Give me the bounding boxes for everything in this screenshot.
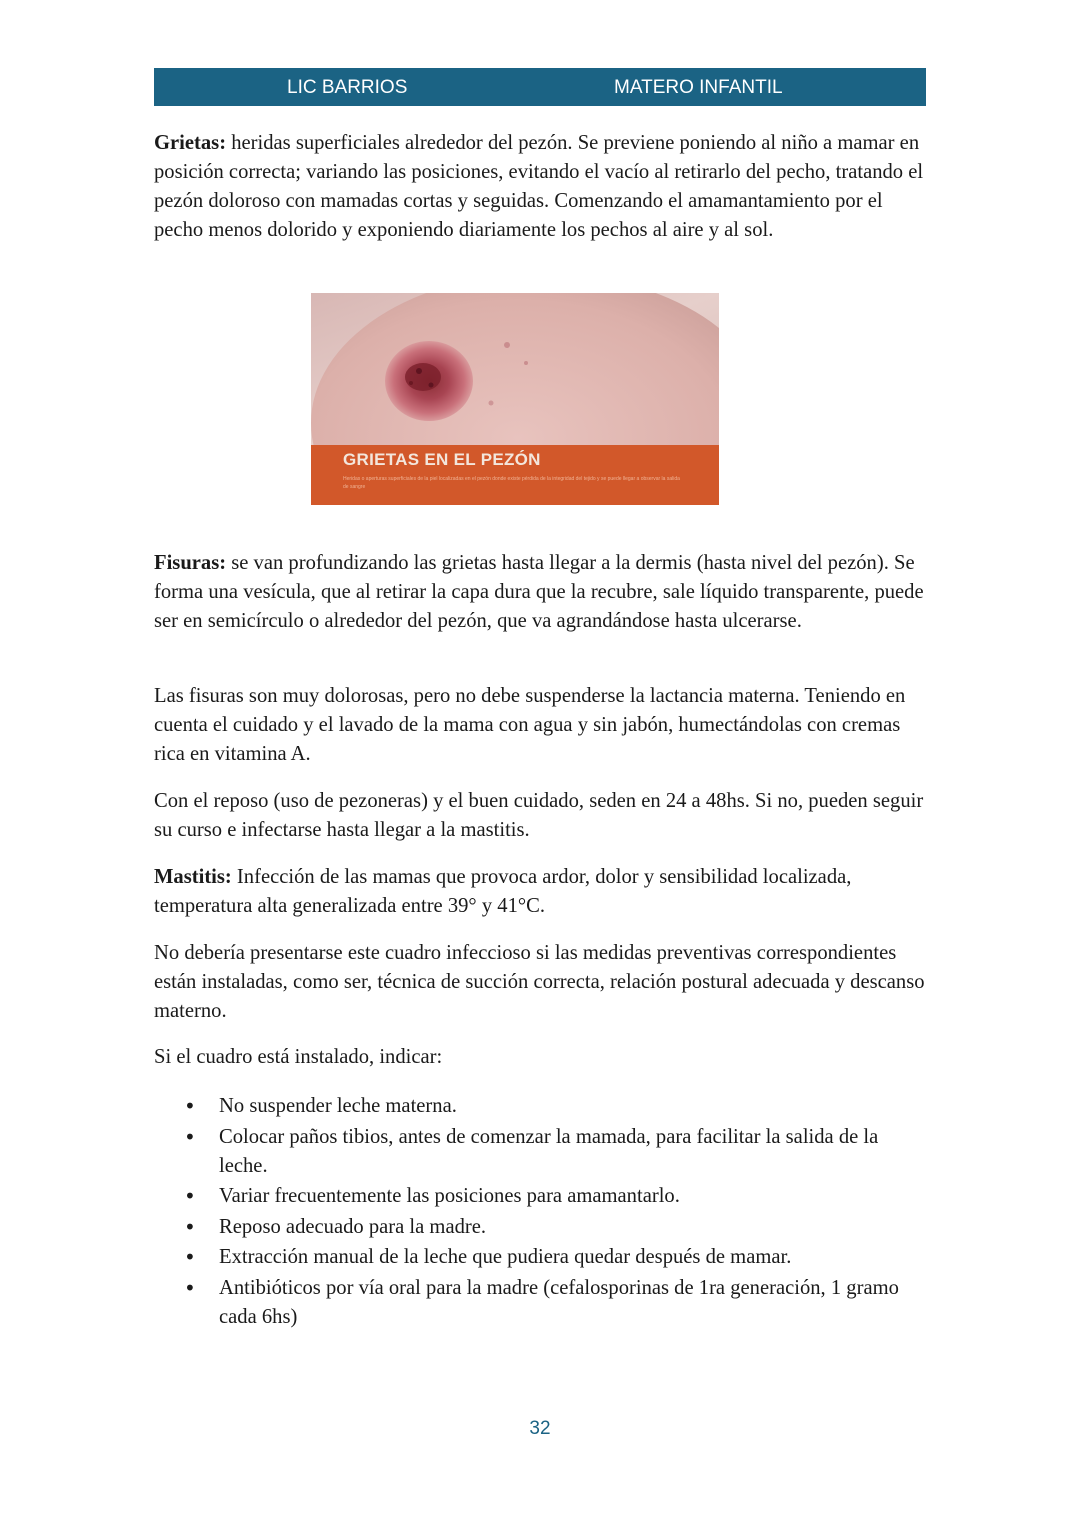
indicar-paragraph: Si el cuadro está instalado, indicar: bbox=[154, 1046, 443, 1068]
list-item: • Colocar paños tibios, antes de comenzar la mamada, para facilitar la salida de la leche. bbox=[154, 1123, 929, 1181]
grietas-figure bbox=[311, 293, 719, 505]
fisuras-paragraph bbox=[154, 549, 929, 636]
mastitis-text: Infección de las mamas que provoca ardor, dolor y sensibilidad localizada, temperatura alta generalizada entre 39° y 41°C. bbox=[154, 866, 852, 917]
page-header bbox=[154, 68, 926, 106]
header-author: LIC BARRIOS bbox=[287, 77, 408, 98]
list-item: • Antibióticos por vía oral para la madre (cefalosporinas de 1ra generación, 1 gramo cada 6hs) bbox=[154, 1274, 929, 1332]
indications-list bbox=[154, 1092, 929, 1333]
fisuras-term: Fisuras: bbox=[154, 552, 227, 574]
mastitis-paragraph bbox=[154, 863, 929, 921]
mastitis-term: Mastitis: bbox=[154, 866, 232, 888]
header-subject: MATERO INFANTIL bbox=[614, 77, 783, 98]
grietas-term: Grietas: bbox=[154, 132, 227, 154]
list-item: • No suspender leche materna. bbox=[154, 1092, 929, 1121]
breast-photo bbox=[311, 293, 719, 445]
fisuras-dolor-paragraph: Las fisuras son muy dolorosas, pero no debe suspenderse la lactancia materna. Teniendo en cuenta el cuidado y el lavado de la mama con agua y sin jabón, humectándolas con cremas rica en vitamina A. bbox=[154, 685, 906, 765]
reposo-paragraph: Con el reposo (uso de pezoneras) y el buen cuidado, seden en 24 a 48hs. Si no, pueden seguir su curso e infectarse hasta llegar a la mastitis. bbox=[154, 790, 924, 841]
list-item: • Reposo adecuado para la madre. bbox=[154, 1213, 929, 1242]
list-item: • Variar frecuentemente las posiciones para amamantarlo. bbox=[154, 1182, 929, 1211]
grietas-text: heridas superficiales alrededor del pezón. Se previene poniendo al niño a mamar en posición correcta; variando las posiciones, evitando el vacío al retirarlo del pecho, tratando el pezón doloroso con mamadas cortas y seguidas. Comenzando el amamantamiento por el pecho menos dolorido y exponiendo diariamente los pechos al aire y al sol. bbox=[154, 132, 924, 241]
figure-title: GRIETAS EN EL PEZÓN bbox=[343, 450, 541, 469]
prevencion-paragraph: No debería presentarse este cuadro infeccioso si las medidas preventivas correspondientes están instaladas, como ser, técnica de succión correcta, relación postural adecuada y descanso materno. bbox=[154, 942, 925, 1022]
page-number: 32 bbox=[529, 1418, 551, 1439]
fisuras-text: se van profundizando las grietas hasta llegar a la dermis (hasta nivel del pezón). Se forma una vesícula, que al retirar la capa dura que la recubre, sale líquido transparente, puede ser en semicírculo o alrededor del pezón, que va agrandándose hasta ulcerarse. bbox=[154, 552, 924, 632]
figure-caption: Heridas o aperturas superficiales de la piel localizadas en el pezón donde existe pérdida de la integridad del tejido y se puede llegar a observar la salida de sangre bbox=[343, 476, 680, 490]
grietas-paragraph bbox=[154, 129, 929, 245]
list-item: • Extracción manual de la leche que pudiera quedar después de mamar. bbox=[154, 1243, 929, 1272]
